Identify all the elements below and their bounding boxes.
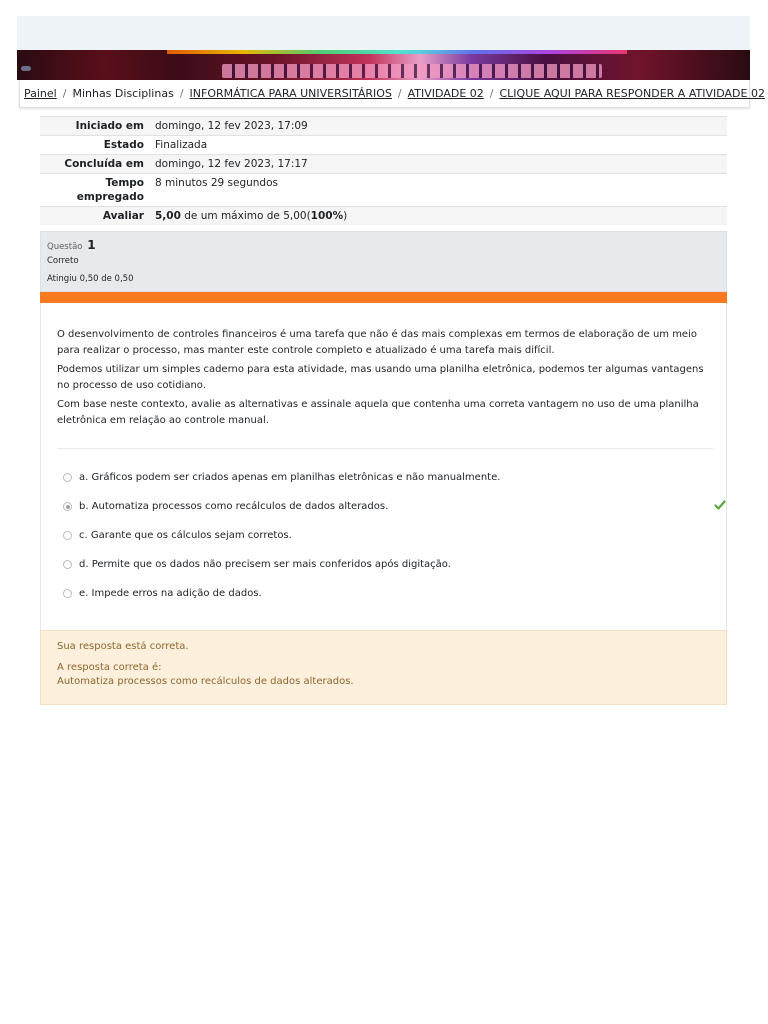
summary-row [40,207,727,226]
summary-label-completed: Concluída em [64,158,144,170]
question-state: Correto [47,256,79,266]
feedback-right-answer-label: A resposta correta é: [57,662,162,673]
answer-radio[interactable] [63,560,72,569]
grade-percent: 100% [310,210,344,222]
summary-label-grade: Avaliar [102,210,144,222]
summary-value-started: domingo, 12 fev 2023, 17:09 [155,120,308,132]
question-info-panel [40,231,727,292]
question-paragraph: Podemos utilizar um simples caderno para esta atividade, mas usando uma planilha eletrônica, podemos ter algumas vantagens no processo de uso cotidiano. [57,364,704,391]
summary-value-state: Finalizada [155,139,208,151]
answer-text: b. Automatiza processos como recálculos de dados alterados. [79,501,389,512]
breadcrumb-course[interactable]: INFORMÁTICA PARA UNIVERSITÁRIOS [189,87,392,100]
answer-text: e. Impede erros na adição de dados. [79,588,262,599]
answer-option-d[interactable] [63,550,713,579]
breadcrumb-separator: / [397,87,402,100]
question-grade: Atingiu 0,50 de 0,50 [47,274,134,284]
answer-option-e[interactable] [63,579,713,608]
summary-row [40,117,727,136]
banner-glow [167,50,627,54]
answer-text: d. Permite que os dados não precisem ser mais conferidos após digitação. [79,559,451,570]
grade-score: 5,00 [155,210,181,222]
breadcrumb-painel[interactable]: Painel [24,87,57,100]
top-navbar [17,16,750,50]
feedback-right-answer: Automatiza processos como recálculos de dados alterados. [57,676,354,687]
grade-middle-text: de um máximo de 5,00( [180,210,311,222]
breadcrumb-separator: / [62,87,67,100]
summary-value-completed: domingo, 12 fev 2023, 17:17 [155,158,308,170]
breadcrumb-minhas-disciplinas: Minhas Disciplinas [72,87,174,100]
breadcrumb-activity[interactable]: ATIVIDADE 02 [407,87,484,100]
attempt-summary-table [40,116,727,225]
question-paragraph: O desenvolvimento de controles financeiros é uma tarefa que não é das mais complexas em termos de elaboração de um meio para realizar o processo, mas manter este controle completo e atualizado é uma tarefa mais difícil. [57,329,697,356]
feedback-status: Sua resposta está correta. [57,641,189,652]
question-accent-bar [40,292,727,303]
summary-row [40,155,727,174]
summary-value-grade [149,207,727,226]
breadcrumb-separator: / [489,87,494,100]
banner-keyboard [222,64,602,78]
question-number-value: 1 [87,238,96,252]
question-text [57,327,707,432]
answer-options [63,463,713,608]
answer-option-a[interactable] [63,463,713,492]
grade-end-text: ) [343,210,348,222]
breadcrumb-separator: / [179,87,184,100]
question-number [47,238,720,252]
answer-option-b[interactable] [63,492,713,521]
answer-radio[interactable] [63,531,72,540]
question-paragraph: Com base neste contexto, avalie as alternativas e assinale aquela que contenha uma correta vantagem no uso de uma planilha eletrônica em relação ao controle manual. [57,399,699,426]
breadcrumb [19,80,765,108]
check-icon [713,498,727,512]
breadcrumb-quiz[interactable]: CLIQUE AQUI PARA RESPONDER A ATIVIDADE 02 [499,87,765,100]
answer-text: c. Garante que os cálculos sejam corretos. [79,530,292,541]
course-banner-image [17,50,750,80]
feedback-panel [40,630,727,705]
question-content [40,303,727,630]
summary-row [40,174,727,207]
summary-label-state: Estado [103,139,144,151]
summary-label-time-taken: Tempo empregado [76,177,144,203]
answer-radio-selected[interactable] [63,502,72,511]
banner-dot [21,66,31,71]
question-divider [57,448,713,449]
summary-row [40,136,727,155]
answer-radio[interactable] [63,589,72,598]
summary-label-started: Iniciado em [75,120,144,132]
answer-option-c[interactable] [63,521,713,550]
question-label: Questão [47,242,83,252]
answer-text: a. Gráficos podem ser criados apenas em planilhas eletrônicas e não manualmente. [79,472,501,483]
answer-radio[interactable] [63,473,72,482]
summary-value-time-taken: 8 minutos 29 segundos [155,177,278,189]
